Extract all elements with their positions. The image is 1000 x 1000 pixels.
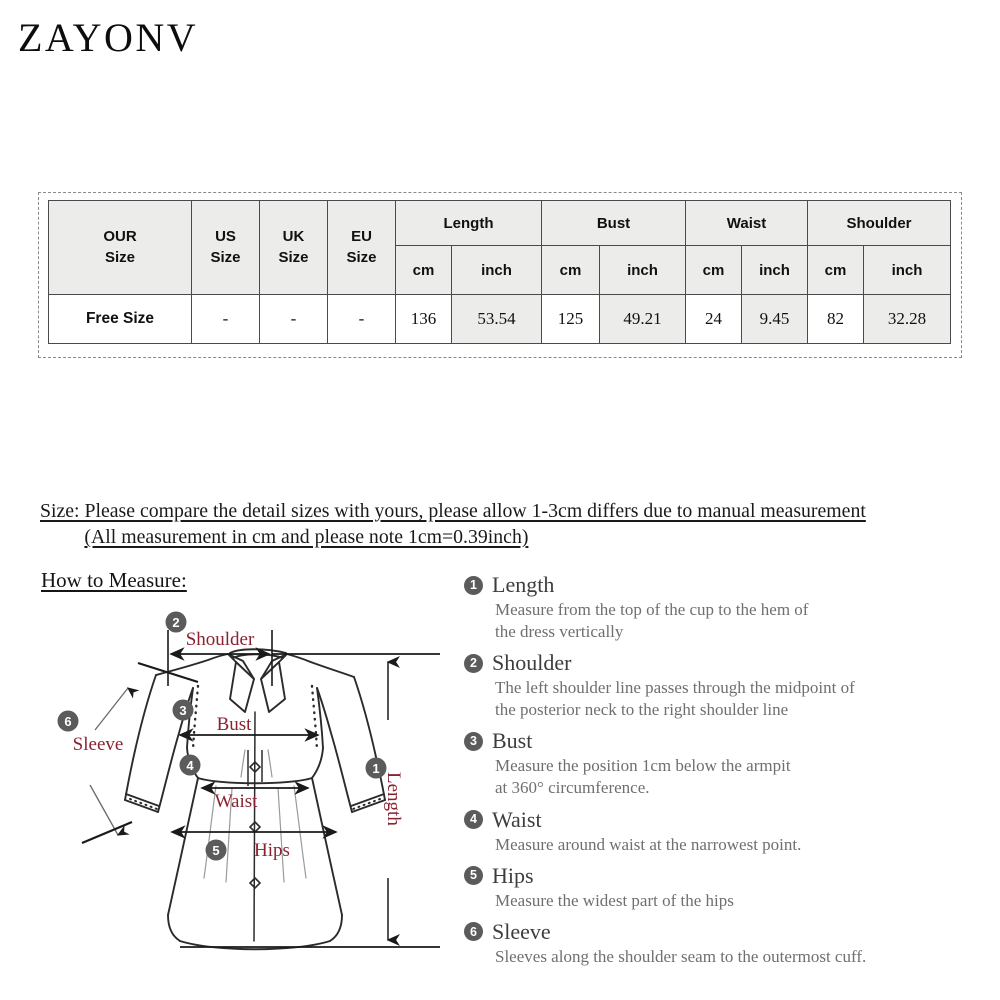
diagram-marker-1 [366, 758, 387, 779]
measure-desc-line: Measure the widest part of the hips [495, 890, 734, 910]
cell-shoulder-inch: 32.28 [864, 295, 951, 344]
measure-number-badge: 2 [464, 654, 483, 673]
measure-desc-line: Measure around waist at the narrowest point. [495, 834, 802, 854]
header-bust-group: Bust [542, 201, 686, 246]
cell-waist-cm: 24 [686, 295, 742, 344]
header-bust-cm: cm [542, 246, 600, 295]
header-us-size [192, 201, 260, 295]
size-notes [40, 498, 980, 550]
measurement-instructions-list [464, 572, 984, 975]
header-our-size-line1: OUR [103, 228, 137, 246]
measure-item-length [464, 572, 984, 643]
measure-item-sleeve [464, 919, 984, 968]
table-header-row-groups [49, 201, 951, 246]
measure-item-title: Length [492, 572, 555, 597]
svg-text:4: 4 [186, 758, 194, 773]
measure-number-badge: 1 [464, 576, 483, 595]
measure-item-bust [464, 728, 984, 799]
measure-number-badge: 4 [464, 810, 483, 829]
measure-item-description [495, 946, 984, 968]
header-waist-cm: cm [686, 246, 742, 295]
header-shoulder-inch: inch [864, 246, 951, 295]
measure-item-description [495, 599, 984, 643]
measure-item-waist [464, 807, 984, 856]
brand-logo: ZAYONV [18, 15, 199, 60]
diagram-label-length: Length [383, 772, 404, 826]
header-uk-size-line2: Size [278, 248, 309, 266]
diagram-marker-4 [180, 755, 201, 776]
measure-desc-line: Measure the position 1cm below the armpit [495, 756, 791, 776]
header-waist-inch: inch [742, 246, 808, 295]
header-our-size [49, 201, 192, 295]
size-note-line-2: (All measurement in cm and please note 1cm=0.39inch) [84, 526, 529, 549]
measure-desc-line: The left shoulder line passes through the midpoint of [495, 678, 855, 698]
measure-item-length-head [464, 572, 984, 598]
measure-item-sleeve-head [464, 919, 984, 945]
cell-our-size: Free Size [49, 295, 192, 344]
cell-uk-size: - [260, 295, 328, 344]
header-length-cm: cm [396, 246, 452, 295]
measure-item-description [495, 890, 984, 912]
measure-item-title: Hips [492, 862, 534, 888]
cell-bust-cm: 125 [542, 295, 600, 344]
measure-item-description [495, 834, 984, 856]
measure-item-title: Shoulder [492, 650, 572, 676]
header-eu-size-line2: Size [346, 248, 377, 266]
measure-item-title: Bust [492, 728, 533, 754]
measure-item-shoulder-head [464, 650, 984, 676]
header-uk-size-line1: UK [282, 228, 305, 246]
header-eu-size-line1: EU [351, 228, 372, 246]
diagram-marker-5 [206, 840, 227, 861]
header-shoulder-group: Shoulder [808, 201, 951, 246]
measure-desc-line: the posterior neck to the right shoulder line [495, 700, 789, 720]
header-our-size-line2: Size [104, 248, 135, 266]
diagram-label-shoulder: Shoulder [185, 629, 255, 650]
cell-length-inch: 53.54 [452, 295, 542, 344]
measure-desc-line: at 360° circumference. [495, 778, 650, 798]
measure-item-hips [464, 863, 984, 912]
diagram-label-hips: Hips [254, 840, 290, 861]
measure-item-bust-head [464, 728, 984, 754]
how-to-measure-heading: How to Measure: [41, 568, 187, 592]
diagram-marker-6 [58, 711, 79, 732]
header-length-inch: inch [452, 246, 542, 295]
header-waist-group: Waist [686, 201, 808, 246]
diagram-marker-3 [173, 700, 194, 721]
cell-us-size: - [192, 295, 260, 344]
diagram-label-waist: Waist [214, 791, 258, 812]
header-uk-size [260, 201, 328, 295]
measure-number-badge: 3 [464, 732, 483, 751]
measure-number-badge: 6 [464, 922, 483, 941]
size-chart-table [48, 200, 951, 344]
size-note-line-1: Size: Please compare the detail sizes with yours, please allow 1-3cm differs due to manual measurement [40, 500, 866, 522]
cell-waist-inch: 9.45 [742, 295, 808, 344]
svg-text:5: 5 [212, 843, 220, 858]
measure-item-description [495, 755, 984, 799]
measure-desc-line: Sleeves along the shoulder seam to the outermost cuff. [495, 946, 867, 966]
diagram-marker-2 [166, 612, 187, 633]
measure-desc-line: the dress vertically [495, 622, 624, 642]
header-us-size-line1: US [215, 228, 236, 246]
diagram-label-bust: Bust [216, 714, 252, 735]
measure-desc-line: Measure from the top of the cup to the hem of [495, 600, 809, 619]
svg-text:6: 6 [64, 714, 72, 729]
cell-shoulder-cm: 82 [808, 295, 864, 344]
svg-text:1: 1 [372, 761, 380, 776]
header-length-group: Length [396, 201, 542, 246]
header-us-size-line2: Size [210, 248, 241, 266]
header-eu-size [328, 201, 396, 295]
measure-item-description [495, 677, 984, 721]
garment-measurement-diagram [40, 600, 450, 975]
table-row [49, 295, 951, 344]
svg-text:3: 3 [179, 703, 187, 718]
measure-item-title: Waist [492, 806, 542, 832]
header-shoulder-cm: cm [808, 246, 864, 295]
measure-number-badge: 5 [464, 866, 483, 885]
cell-bust-inch: 49.21 [600, 295, 686, 344]
measure-item-shoulder [464, 650, 984, 721]
svg-text:2: 2 [172, 615, 180, 630]
measure-item-waist-head [464, 807, 984, 833]
measure-item-title: Sleeve [492, 918, 551, 944]
cell-eu-size: - [328, 295, 396, 344]
diagram-label-sleeve: Sleeve [72, 734, 124, 755]
measure-item-hips-head [464, 863, 984, 889]
cell-length-cm: 136 [396, 295, 452, 344]
header-bust-inch: inch [600, 246, 686, 295]
